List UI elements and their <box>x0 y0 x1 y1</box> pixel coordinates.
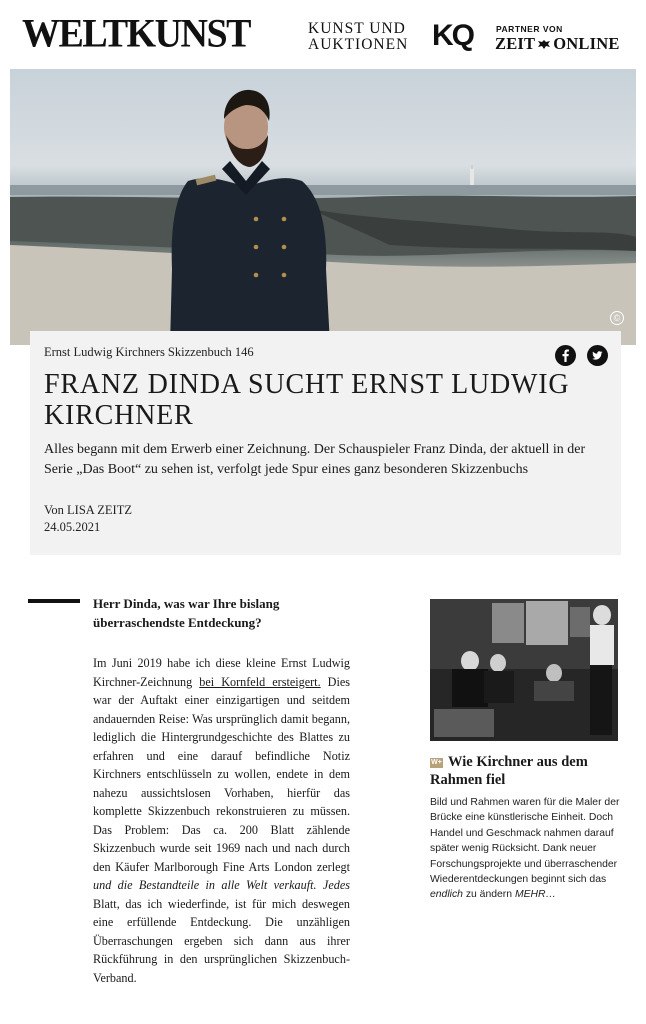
zeit-text: ZEIT <box>495 34 536 53</box>
article-title: FRANZ DINDA SUCHT ERNST LUDWIG KIRCHNER <box>44 369 570 431</box>
related-text-end: zu ändern <box>462 889 515 901</box>
weltkunst-logo[interactable]: WELTKUNST <box>22 11 250 57</box>
body-text-2: Dies war der Auftakt einer einzigartigen und seitdem andauernden Reise: Was ursprünglich damit begann, lediglich die Hintergrundgeschichte des Blattes zu erfahren und eine darauf befindliche Notiz Kirchners entschlüsseln zu wollen, endete in dem nahezu aussichtslosen Vorhaben, hierfür das komplette Skizzenbuch rekonstruieren zu müssen. Das Problem: Das ca. 200 Blatt zählende Skizzenbuch wurde seit 1969 nach und nach durch den Käufer Marlborough Fine Arts London zerlegt <box>93 674 350 874</box>
author-name[interactable]: LISA ZEITZ <box>67 503 132 517</box>
article-body <box>93 654 350 987</box>
online-text: ONLINE <box>553 34 620 53</box>
body-text-italic: und die Bestandteile in alle Welt verkauft. Jedes <box>93 878 350 892</box>
kunst-line: KUNST UND <box>308 20 406 37</box>
author-prefix: Von <box>44 503 64 517</box>
eagle-icon <box>537 35 551 46</box>
related-article-title-text: Wie Kirchner aus dem Rahmen fiel <box>430 754 588 788</box>
interview-question: Herr Dinda, was war Ihre bislang überraschendste Entdeckung? <box>93 596 280 630</box>
publish-date: 24.05.2021 <box>44 520 101 534</box>
auktionen-line: AUKTIONEN <box>308 36 409 53</box>
kq-logo[interactable]: KQ <box>432 19 473 52</box>
zeit-online-logo[interactable] <box>495 34 620 54</box>
twitter-share-button[interactable] <box>587 345 608 366</box>
hero-image <box>10 69 636 345</box>
author-line <box>44 502 132 519</box>
related-article-title[interactable] <box>430 753 620 789</box>
related-article-teaser <box>430 795 620 903</box>
partner-label: PARTNER VON <box>496 24 563 34</box>
related-text-italic: endlich <box>430 889 463 901</box>
kunst-und-auktionen-logo[interactable] <box>308 21 408 53</box>
article-teaser: Alles begann mit dem Erwerb einer Zeichnung. Der Schauspieler Franz Dinda, der aktuell in der Serie „Das Boot“ zu sehen ist, verfolgt jede Spur eines ganz besonderen Skizzenbuchs <box>44 442 586 477</box>
related-text: Bild und Rahmen waren für die Maler der Brücke eine künstlerische Einheit. Doch Handel und Geschmack nahmen darauf später wenig Rücksicht. Dank neuer Forschungsprojekte und überraschender Wiederentdeckungen beginnt sich das <box>430 797 620 886</box>
body-text-1: Im Juni 2019 habe ich diese kleine Ernst Ludwig Kirchner-Zeichnung <box>93 656 350 689</box>
more-link[interactable]: MEHR… <box>514 889 556 901</box>
copyright-icon[interactable]: © <box>610 311 624 325</box>
byline <box>44 502 132 536</box>
related-article-image[interactable] <box>430 599 618 741</box>
facebook-share-button[interactable] <box>555 345 576 366</box>
weltkunst-plus-badge: W+ <box>431 759 442 766</box>
body-text-3: Blatt, das ich wiederfinde, ist für mich deswegen eine erfüllende Entdeckung. Die unzähligen Überraschungen ergeben sich dann aus ihrer Rückführung in den ursprünglichen Skizzenbuch-Verband. <box>93 896 350 985</box>
kornfeld-link[interactable]: bei Kornfeld ersteigert. <box>199 674 321 689</box>
article-header-card <box>30 331 621 555</box>
article-kicker: Ernst Ludwig Kirchners Skizzenbuch 146 <box>44 345 254 359</box>
question-rule <box>28 599 80 603</box>
